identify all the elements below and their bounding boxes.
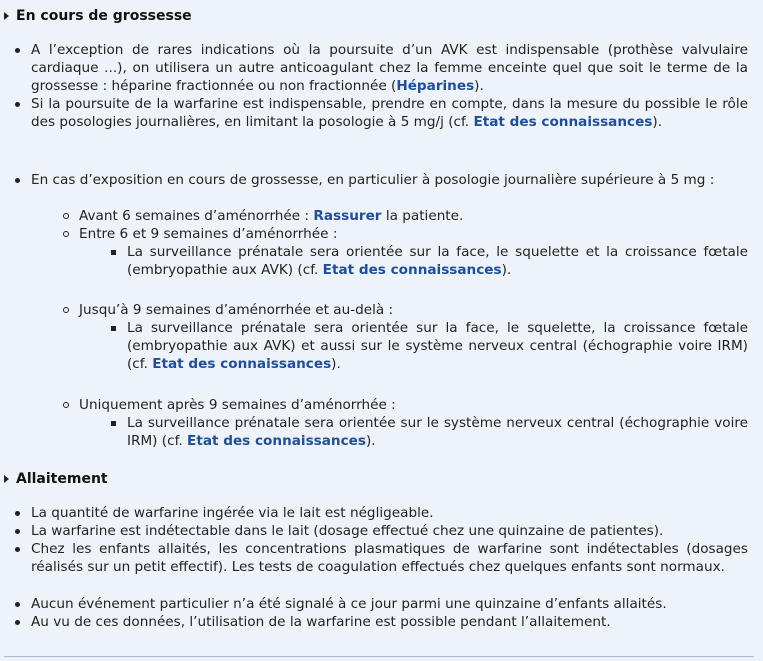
detail-item: La surveillance prénatale sera orientée sur la face, le squelette et la croissance fœtale (embryopathie aux AVK) (cf. Etat des connaissances). [127,244,748,278]
link-etat-connaissances[interactable]: Etat des connaissances [473,114,653,130]
sub-list-item: Uniquement après 9 semaines d’aménorrhée : [79,397,396,413]
list-item: Aucun événement particulier n’a été signalé à ce jour parmi une quinzaine d’enfants allaités. [31,596,667,612]
bottom-divider [4,656,754,657]
triangle-right-icon [4,12,9,20]
link-heparines[interactable]: Héparines [396,78,475,94]
sub-list-item: Entre 6 et 9 semaines d’aménorrhée : [79,226,338,242]
detail-item: La surveillance prénatale sera orientée sur la face, le squelette, la croissance fœtale (embryopathie aux AVK) et aussi sur le système nerveux central (échographie voire IRM) (cf. Etat des connaissances). [127,320,748,372]
list-item: Au vu de ces données, l’utilisation de la warfarine est possible pendant l’allaitement. [31,614,611,630]
list-item: La quantité de warfarine ingérée via le lait est négligeable. [31,505,434,521]
section-title: En cours de grossesse [16,8,192,24]
link-etat-connaissances[interactable]: Etat des connaissances [322,262,502,278]
sub-list-item: Jusqu’à 9 semaines d’aménorrhée et au-delà : [79,302,394,318]
section-allaitement-header[interactable] [4,471,108,487]
triangle-right-icon [4,475,9,483]
list-item: En cas d’exposition en cours de grossesse, en particulier à posologie journalière supérieure à 5 mg : [31,172,715,188]
section-title: Allaitement [16,471,108,487]
link-etat-connaissances[interactable]: Etat des connaissances [187,433,366,449]
list-item: Si la poursuite de la warfarine est indispensable, prendre en compte, dans la mesure du possible le rôle des posologies journalières, en limitant la posologie à 5 mg/j (cf. Etat des connaissances). [31,96,748,130]
list-item: A l’exception de rares indications où la poursuite d’un AVK est indispensable (prothèse valvulaire cardiaque ...), on utilisera un autre anticoagulant chez la femme enceinte quel que soit le terme de la grossesse : héparine fractionnée ou non fractionnée (Héparines). [31,42,748,94]
list-item: Chez les enfants allaités, les concentrations plasmatiques de warfarine sont indétectables (dosages réalisés sur un petit effectif). Les tests de coagulation effectués chez quelques enfants sont normaux. [31,541,748,575]
link-rassurer[interactable]: Rassurer [313,208,382,224]
sub-list-item: Avant 6 semaines d’aménorrhée : Rassurer la patiente. [79,208,464,224]
detail-item: La surveillance prénatale sera orientée sur le système nerveux central (échographie voire IRM) (cf. Etat des connaissances). [127,415,748,449]
list-item: La warfarine est indétectable dans le lait (dosage effectué chez une quinzaine de patientes). [31,523,664,539]
section-grossesse-header[interactable] [4,8,192,24]
link-etat-connaissances[interactable]: Etat des connaissances [152,356,332,372]
